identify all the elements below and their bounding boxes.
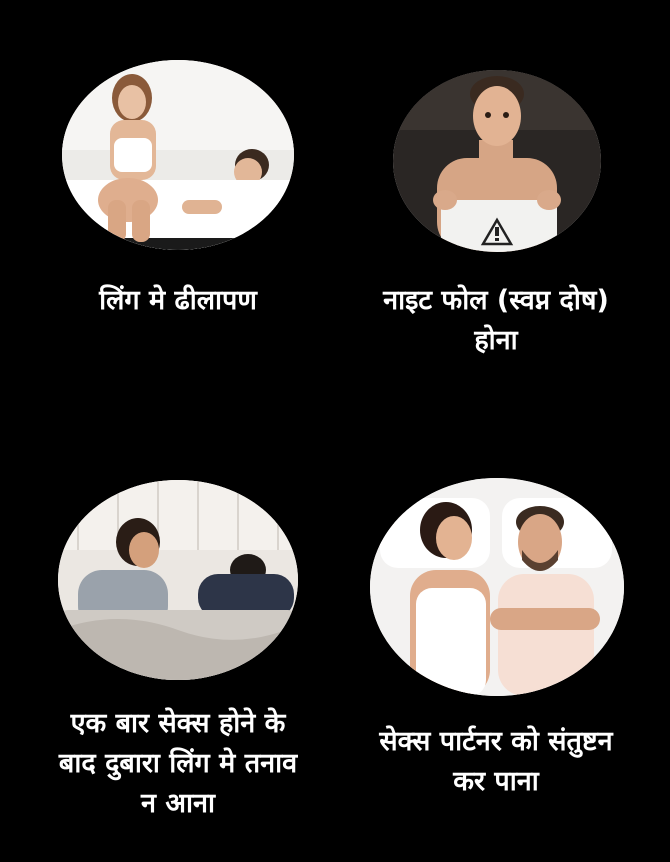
upset-couple-image: [370, 478, 624, 696]
card-caption: [22, 281, 334, 321]
couple-sitting-apart-image: [62, 60, 294, 250]
caption-line: होना: [474, 325, 518, 356]
couple-sitting-apart-illustration: [62, 60, 294, 250]
caption-line: न आना: [141, 788, 215, 819]
card-caption: [22, 704, 334, 824]
caption-line: बाद दुबारा लिंग मे तनाव: [58, 748, 298, 779]
caption-line: नाइट फोल (स्वप्न दोष): [383, 285, 609, 316]
card-caption: [336, 722, 656, 802]
man-with-sheet-image: [393, 70, 601, 252]
upset-couple-illustration: [370, 478, 624, 696]
caption-line: एक बार सेक्स होने के: [70, 708, 286, 739]
man-with-sheet-illustration: [393, 70, 601, 252]
couple-in-bed-illustration: [58, 480, 298, 680]
caption-line: सेक्स पार्टनर को संतुष्टन: [379, 726, 613, 757]
caption-line: कर पाना: [453, 766, 539, 797]
couple-in-bed-image: [58, 480, 298, 680]
card-caption: [336, 281, 656, 361]
caption-line: लिंग मे ढीलापण: [99, 285, 257, 316]
